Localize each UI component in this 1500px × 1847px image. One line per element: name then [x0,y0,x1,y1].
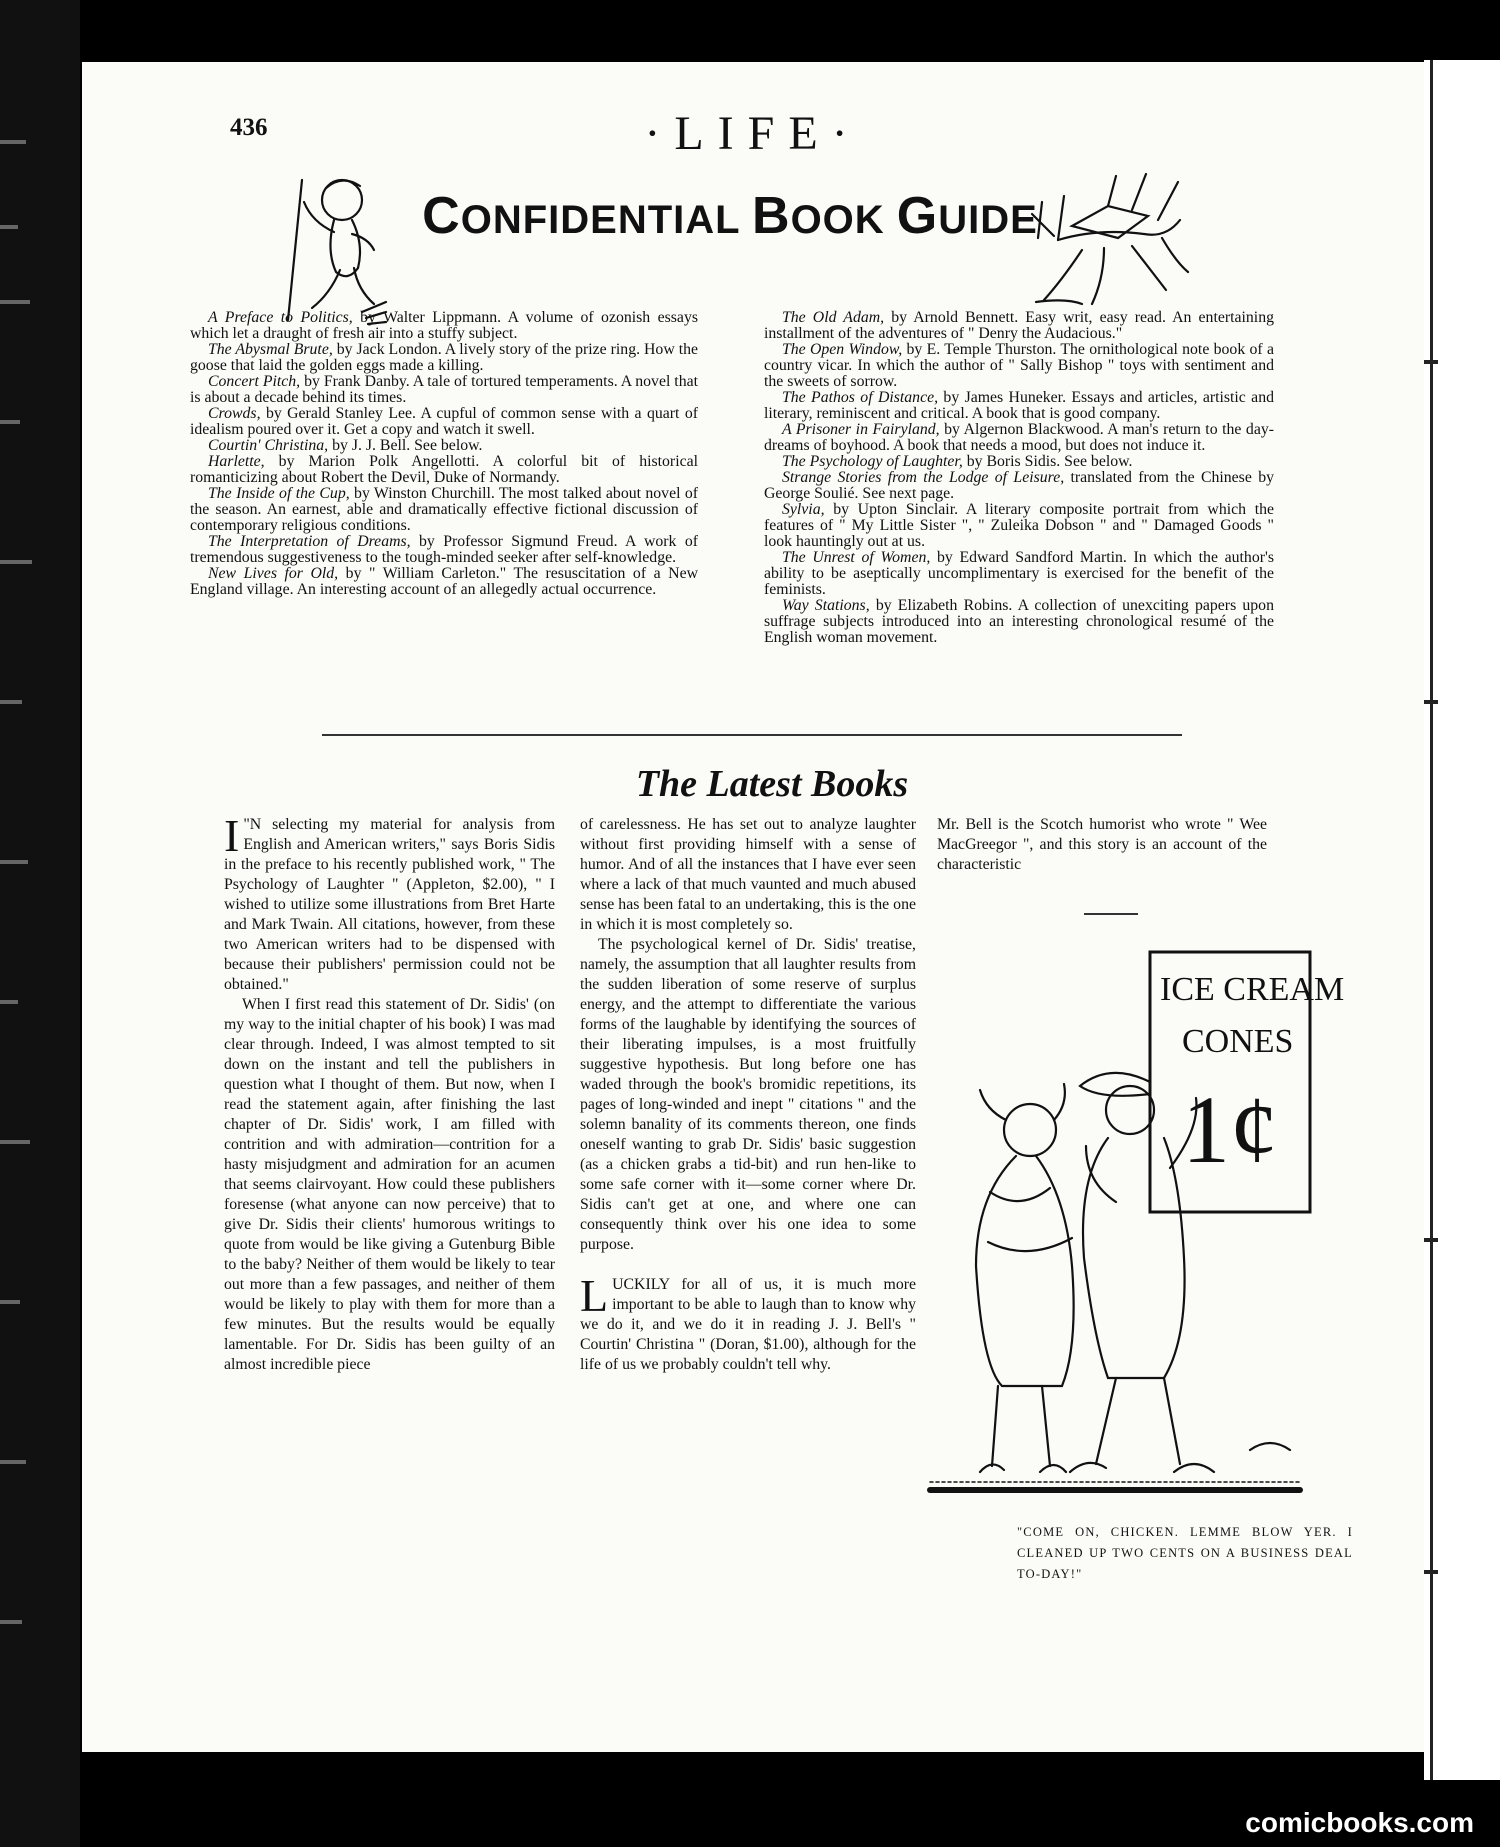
latest-books-heading: The Latest Books [635,763,909,805]
guide-entry: New Lives for Old, by " William Carleton." The resuscitation of a New England village. An interesting account of an allegedly actual occurrence. [190,565,698,598]
guide-entry: The Abysmal Brute, by Jack London. A lively story of the prize ring. How the goose that laid the golden eggs made a killing. [190,341,698,374]
watermark-text: comicbooks.com [1245,1807,1474,1838]
drop-cap-l: L [580,1270,609,1321]
article-column-1 [224,810,555,1375]
title-word-uide: UIDE [938,198,1038,242]
guide-entry: The Old Adam, by Arnold Bennett. Easy writ, easy read. An entertaining installment of the adventures of " Denry the Audacious." [764,309,1274,342]
magazine-page [82,62,1424,1752]
article-paragraph: When I first read this statement of Dr. Sidis' (on my way to the initial chapter of his book) I was mad clear through. Indeed, I was almost tempted to sit down on the instant and tell the publishers in question what I thought of them. But now, when I read the statement again, after finishing the last chapter of Dr. Sidis' work, I am filled with contrition and with admiration—contrition for a hasty misjudgment and admiration for an acumen that seems clairvoyant. How could these publishers foresense (what anyone can now perceive) that to give Dr. Sidis their clients' humorous writings to quote from would be like giving a Gutenburg Bible to the baby? Neither of them would be likely to tear out more than a few passages, and neither of them would be likely to play with them for more than a few minutes. But the results would be equally lamentable. For Dr. Sidis has been guilty of an almost incredible piece [224,996,555,1373]
guide-entry: The Psychology of Laughter, by Boris Sidis. See below. [782,453,1133,470]
guide-entry: A Preface to Politics, by Walter Lippmann. A volume of ozonish essays which let a draught of fresh air into a stuffy subject. [190,309,698,342]
drop-cap-i: I [224,810,240,861]
article-paragraph: Mr. Bell is the Scotch humorist who wrote " Wee MacGreegor ", and this story is an account of the characteristic [937,816,1267,873]
guide-column-right [764,310,1274,646]
guide-entry: The Interpretation of Dreams, by Professor Sigmund Freud. A work of tremendous suggestiveness to the tough-minded seeker after self-knowledge. [190,533,698,566]
guide-entry: Courtin' Christina, by J. J. Bell. See below. [208,437,483,454]
cartoon-illustration [920,942,1350,1502]
cartoon-caption: "COME ON, CHICKEN. LEMME BLOW YER. I CLEANED UP TWO CENTS ON A BUSINESS DEAL TO-DAY!" [1017,1525,1353,1581]
article-paragraph: LUCKILY for all of us, it is much more important to be able to laugh than to know why we do it, and we do it in reading J. J. Bell's " Courtin' Christina " (Doran, $1.00), although for the life of us we probably couldn't tell why. [580,1270,916,1373]
article-paragraph: The psychological kernel of Dr. Sidis' treatise, namely, the assumption that all laughter results from the sudden liberation of some reserve of surplus energy, and the attempt to differentiate the various forms of the laughable by identifying the sources of their liberating impulses, is a most fruitfully suggestive hypothesis. But long before one has waded through the book's bromidic repetitions, its pages of long-winded and inept " citations " and the solemn banality of its comments thereon, one finds oneself wanting to grab Dr. Sidis' basic suggestion (as a chicken grabs a tid-bit) and run hen-like to some safe corner with it—some corner where Dr. Sidis can't get at one, and where one can consequently think over his one idea to some purpose. [580,936,916,1253]
guide-column-left [190,310,698,598]
guide-entry: The Open Window, by E. Temple Thurston. The ornithological note book of a country vicar. In which the author of " Sally Bishop " toys with sentiment and the sweets of sorrow. [764,341,1274,390]
title-word-onfidential: ONFIDENTIAL [460,198,752,242]
short-rule [1084,913,1138,915]
title-initial-b: B [752,187,791,245]
article-column-2 [580,815,916,1375]
sign-line-2: CONES [1182,1023,1294,1060]
sign-price: 1¢ [1182,1076,1278,1183]
guide-entry: Concert Pitch, by Frank Danby. A tale of tortured temperaments. A novel that is about a decade behind its times. [190,373,698,406]
guide-entry: The Pathos of Distance, by James Huneker. Essays and articles, artistic and literary, reminiscent and critical. A book that is good company. [764,389,1274,422]
guide-entry: The Unrest of Women, by Edward Sandford Martin. In which the author's ability to be aseptically uncomplimentary is exercised for the benefit of the feminists. [764,549,1274,598]
guide-entry: The Inside of the Cup, by Winston Churchill. The most talked about novel of the season. An earnest, able and dramatically effective fictional discussion of contemporary religious conditions. [190,485,699,534]
title-initial-g: G [896,187,939,245]
reading-figure-illustration [1012,166,1202,316]
guide-entry: Way Stations, by Elizabeth Robins. A collection of unexciting papers upon suffrage subjects introduced into an interesting chronological resumé of the English woman movement. [764,597,1274,646]
sign-line-1: ICE CREAM [1160,971,1345,1008]
section-divider [322,734,1182,736]
guide-entry: Harlette, by Marion Polk Angellotti. A colorful bit of historical romanticizing about Robert the Devil, Duke of Normandy. [190,453,698,486]
article-paragraph: " I N selecting my material for analysis from English and American writers," says Boris Sidis in the preface to his recently published work, " The Psychology of Laughter " (Appleton, $2.00), " I wished to utilize some illustrations from Bret Harte and Mark Twain. All citations, however, from these two American writers had to be dispensed with because their publishers' permission could not be obtained." [224,810,555,993]
article-column-3 [937,815,1267,875]
guide-entry: A Prisoner in Fairyland, by Algernon Blackwood. A man's return to the day-dreams of boyhood. A book that needs a mood, but does not induce it. [764,421,1274,454]
title-word-ook: OOK [790,198,897,242]
guide-entry: Crowds, by Gerald Stanley Lee. A cupful of common sense with a quart of idealism poured over it. Get a copy and watch it swell. [190,405,698,438]
article-paragraph: of carelessness. He has set out to analyze laughter without first providing himself with a sense of humor. And of all the instances that I have ever seen where a lack of that much vaunted and much abused sense has been fatal to an undertaking, this is the one in which it is most completely so. [580,816,916,933]
masthead: ·LIFE· [644,107,862,160]
guide-entry: Strange Stories from the Lodge of Leisure, translated from the Chinese by George Soulié. See next page. [764,469,1274,502]
title-initial-c: C [422,187,461,245]
guide-entry: Sylvia, by Upton Sinclair. A literary composite portrait from which the features of " My Little Sister ", " Zuleika Dobson " and " Damaged Goods " look hauntingly out at us. [764,501,1274,550]
page-number: 436 [230,114,268,141]
next-page-edge [1424,60,1500,1780]
left-binding-edge [0,0,80,1847]
book-guide-title [370,186,1090,246]
